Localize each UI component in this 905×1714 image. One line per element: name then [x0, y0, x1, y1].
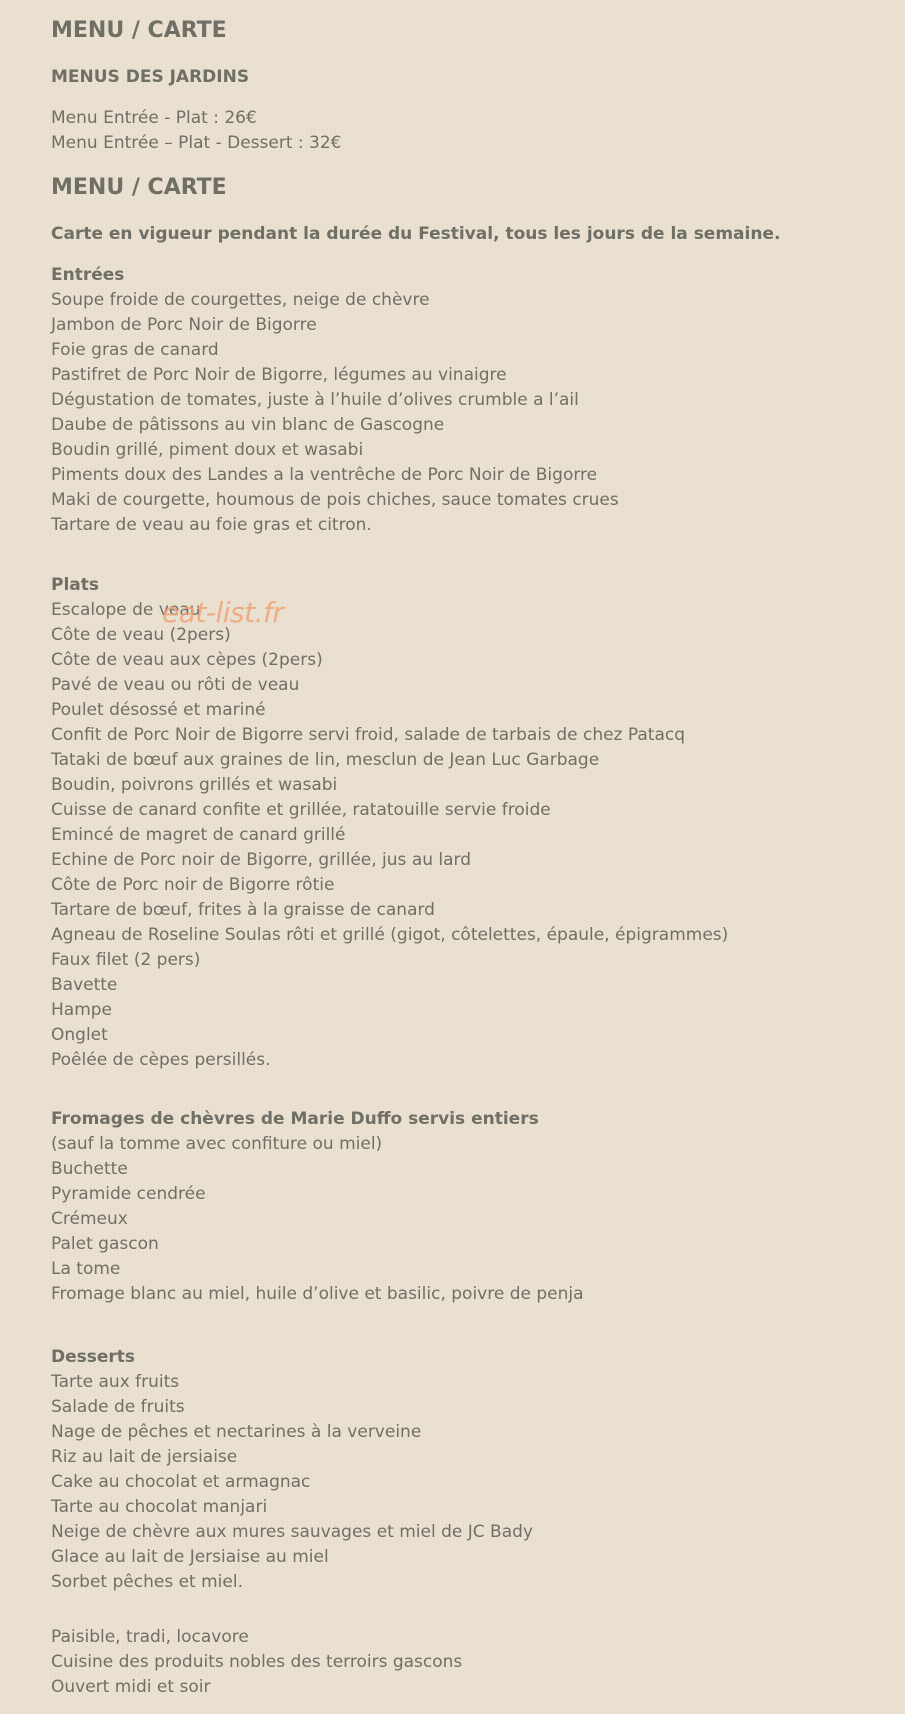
menu-item: Nage de pêches et nectarines à la verveine: [51, 1422, 422, 1442]
menu-item: Pastifret de Porc Noir de Bigorre, légumes au vinaigre: [51, 365, 507, 385]
menu-item: Bavette: [51, 975, 118, 995]
menu-item: Emincé de magret de canard grillé: [51, 825, 346, 845]
menu-item: Tartare de bœuf, frites à la graisse de canard: [51, 900, 435, 920]
menu-item: Neige de chèvre aux mures sauvages et miel de JC Bady: [51, 1522, 533, 1542]
section-title-desserts: Desserts: [51, 1347, 136, 1367]
menu-item: Soupe froide de courgettes, neige de chèvre: [51, 290, 430, 310]
menu-item: La tome: [51, 1259, 121, 1279]
fromages-list: [51, 1132, 584, 1307]
menu-item: (sauf la tomme avec confiture ou miel): [51, 1134, 383, 1154]
menu-item: Crémeux: [51, 1209, 128, 1229]
menu-item: Tataki de bœuf aux graines de lin, mesclun de Jean Luc Garbage: [51, 750, 600, 770]
menu-item: Pavé de veau ou rôti de veau: [51, 675, 300, 695]
menu-item: Riz au lait de jersiaise: [51, 1447, 238, 1467]
menu-item: Boudin, poivrons grillés et wasabi: [51, 775, 338, 795]
menu-item: Poulet désossé et mariné: [51, 700, 266, 720]
menu-item: Tartare de veau au foie gras et citron.: [51, 515, 372, 535]
footer-list: [51, 1625, 462, 1700]
menu-item: Palet gascon: [51, 1234, 159, 1254]
menu-item: Foie gras de canard: [51, 340, 219, 360]
jardins-line: Menu Entrée - Plat : 26€: [51, 108, 257, 128]
menu-item: Côte de veau (2pers): [51, 625, 231, 645]
menu-item: Pyramide cendrée: [51, 1184, 206, 1204]
section-title-plats: Plats: [51, 575, 100, 595]
menu-item: Onglet: [51, 1025, 108, 1045]
desserts-list: [51, 1370, 533, 1595]
menu-item: Boudin grillé, piment doux et wasabi: [51, 440, 364, 460]
menu-item: Ouvert midi et soir: [51, 1677, 211, 1697]
menu-title-2: MENU / CARTE: [51, 175, 227, 200]
menu-title: MENU / CARTE: [51, 18, 227, 43]
menu-item: Escalope de veau: [51, 600, 201, 620]
watermark-text: eat-list.fr: [162, 596, 284, 629]
menu-item: Côte de Porc noir de Bigorre rôtie: [51, 875, 335, 895]
menu-item: Dégustation de tomates, juste à l’huile d’olives crumble a l’ail: [51, 390, 579, 410]
section-title-fromages: Fromages de chèvres de Marie Duffo servis entiers: [51, 1109, 539, 1129]
plats-list: [51, 598, 728, 1073]
menu-item: Salade de fruits: [51, 1397, 185, 1417]
menu-item: Tarte au chocolat manjari: [51, 1497, 268, 1517]
menu-item: Cuisse de canard confite et grillée, ratatouille servie froide: [51, 800, 551, 820]
section-title-entrees: Entrées: [51, 265, 125, 285]
menu-item: Tarte aux fruits: [51, 1372, 180, 1392]
menu-item: Poêlée de cèpes persillés.: [51, 1050, 271, 1070]
menu-item: Maki de courgette, houmous de pois chiches, sauce tomates crues: [51, 490, 619, 510]
menu-item: Buchette: [51, 1159, 128, 1179]
entrees-list: [51, 288, 619, 538]
menu-item: Confit de Porc Noir de Bigorre servi froid, salade de tarbais de chez Patacq: [51, 725, 686, 745]
menu-item: Cake au chocolat et armagnac: [51, 1472, 311, 1492]
menu-item: Paisible, tradi, locavore: [51, 1627, 249, 1647]
menu-item: Sorbet pêches et miel.: [51, 1572, 243, 1592]
menu-item: Jambon de Porc Noir de Bigorre: [51, 315, 317, 335]
menu-item: Côte de veau aux cèpes (2pers): [51, 650, 323, 670]
menu-item: Faux filet (2 pers): [51, 950, 201, 970]
intro-text: Carte en vigueur pendant la durée du Festival, tous les jours de la semaine.: [51, 224, 781, 244]
menu-item: Fromage blanc au miel, huile d’olive et basilic, poivre de penja: [51, 1284, 584, 1304]
menu-item: Agneau de Roseline Soulas rôti et grillé (gigot, côtelettes, épaule, épigrammes): [51, 925, 729, 945]
menu-item: Piments doux des Landes a la ventrêche de Porc Noir de Bigorre: [51, 465, 598, 485]
jardins-title: MENUS DES JARDINS: [51, 67, 250, 87]
menu-item: Echine de Porc noir de Bigorre, grillée, jus au lard: [51, 850, 472, 870]
jardins-line: Menu Entrée – Plat - Dessert : 32€: [51, 133, 342, 153]
menu-item: Cuisine des produits nobles des terroirs gascons: [51, 1652, 463, 1672]
menu-item: Daube de pâtissons au vin blanc de Gascogne: [51, 415, 445, 435]
menu-item: Hampe: [51, 1000, 113, 1020]
menu-item: Glace au lait de Jersiaise au miel: [51, 1547, 329, 1567]
